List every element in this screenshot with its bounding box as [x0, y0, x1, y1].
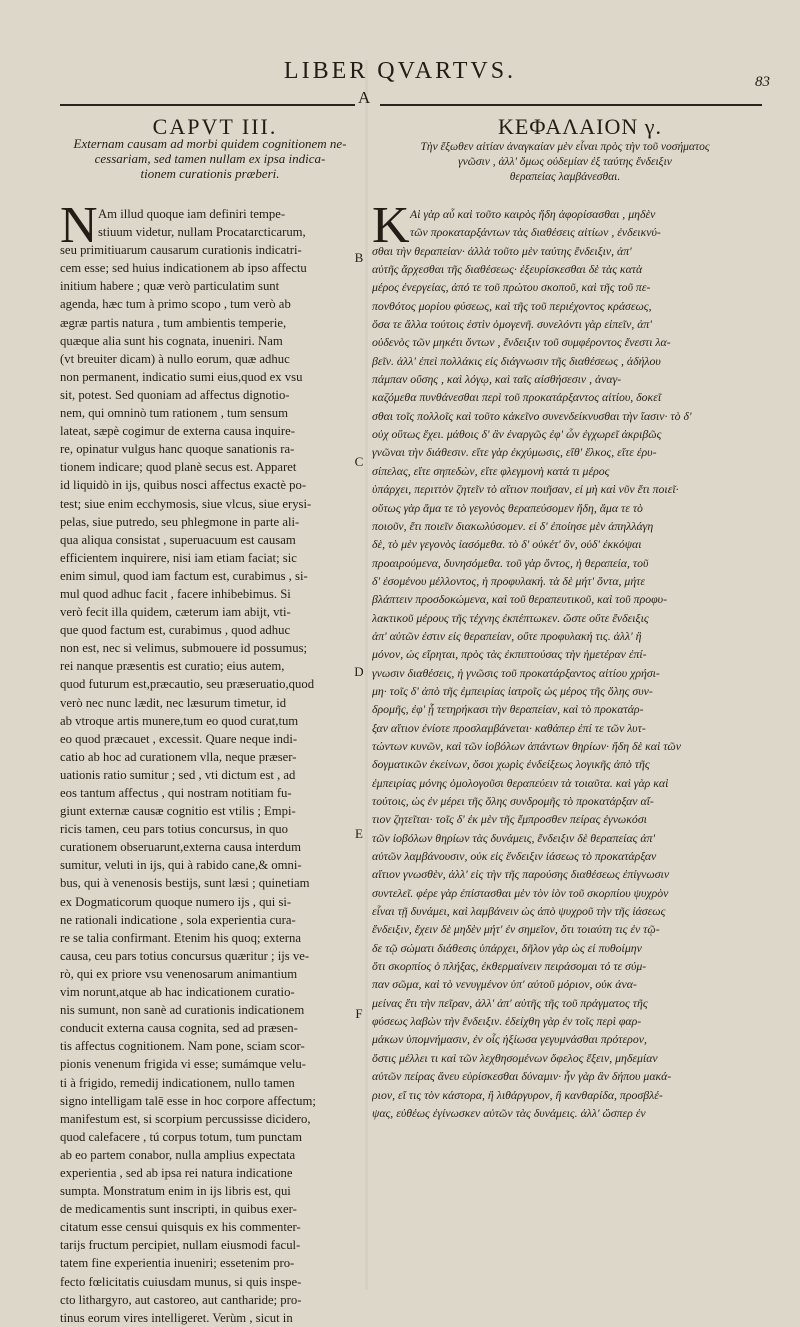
- latin-text-line: sit, potest. Sed quoniam ad affectus dignotio-: [60, 387, 290, 402]
- latin-text-line: test; siue enim ecchymosis, siue vlcus, siue erysi-: [60, 496, 312, 511]
- greek-text-line: ἐμπειρίας μόνης ὁμολογοῦσι θεραπεύειν τὰ τοιαῦτα. καὶ γὰρ καὶ: [372, 775, 669, 790]
- latin-text-line: sumitur, veluti in ijs, qui à rabido cane,& omni-: [60, 858, 302, 873]
- latin-text-line: Am illud quoque iam definiri tempe-: [98, 207, 286, 221]
- latin-text-line: agenda, hæc tum à primo scopo , tum verò ab: [60, 297, 291, 312]
- header-rule-left: [60, 104, 355, 106]
- greek-text-line: σθαι τοῖς πολλοῖς καὶ τοῦτο κἀκεῖνο συνενδείκνυσθαι τὴν ἴασιν· τὸ δ': [372, 408, 692, 423]
- latin-text-line: nem, qui omninò tum rationem , tum sensum: [60, 406, 289, 421]
- greek-text-line: αἴτιον γνωσθὲν, ἀλλ' εἰς τὴν τῆς παρούσης διαθέσεως ἐπίγνωσιν: [372, 867, 670, 882]
- greek-text-line: βεῖν. ἀλλ' ἐπεὶ πολλάκις εἰς διάγνωσιν τῆς διαθέσεως , ἀδήλου: [372, 353, 661, 368]
- latin-text-column: [60, 205, 360, 1327]
- greek-summary-line: Τὴν ἔξωθεν αἰτίαν ἀναγκαίαν μὲν εἶναι πρὸς τὴν τοῦ νοσήματος: [420, 141, 710, 153]
- latin-text-line: causa, ceu pars totius concursus quæritur ; ijs ve-: [60, 948, 310, 963]
- latin-text-line: stiuum videtur, nullam Procatarcticarum,: [98, 225, 306, 240]
- latin-text-line: cem esse; sed huius indicationem ab ipso affectu: [60, 261, 307, 276]
- greek-text-line: ὅσα τε ἄλλα τούτοις ἐστὶν ὁμογενῆ. συνελόντι γὰρ εἰπεῖν, ἀπ': [372, 317, 652, 332]
- greek-text-line: ἀπ' αὐτῶν ἐστιν εἰς θεραπείαν, οὔτε προφυλακή τις. ἀλλ' ἢ: [372, 628, 642, 643]
- latin-text-line: ex Dogmaticorum quoque numero ijs , qui si-: [60, 894, 292, 909]
- latin-text-line: eo quod præcauet , excessit. Quare neque indi-: [60, 731, 298, 746]
- latin-text-line: bus, qui à venenosis bestijs, sunt læsi ; quinetiam: [60, 876, 310, 891]
- latin-text-line: ricis tamen, ceu pars totius concursus, in quo: [60, 822, 288, 837]
- latin-text-line: id liquidò in ijs, quibus nosci affectus exactè po-: [60, 478, 307, 493]
- greek-text-line: σθαι τὴν θεραπείαν· ἀλλὰ τοῦτο μὲν ταύτης ἔνδειξιν, ἀπ': [372, 243, 632, 258]
- greek-text-line: μόνον, ὡς εἴρηται, πρὸς τὰς ἐκπιπτούσας τὴν ἡμετέραν ἐπί-: [372, 647, 647, 662]
- greek-text-line: μέρος ἐνεργείας, ἀπό τε τοῦ πρώτου σκοποῦ, καὶ τῆς τοῦ πε-: [372, 280, 651, 295]
- latin-summary-line: tionem curationis præberi.: [140, 166, 280, 181]
- margin-letter: B: [354, 250, 364, 265]
- greek-chapter-summary: [370, 140, 760, 185]
- margin-letter: E: [355, 826, 363, 841]
- latin-text-line: pionis venenum frigida vi esse; sumámque velu-: [60, 1057, 306, 1072]
- latin-summary-line: Externam causam ad morbi quidem cognitionem ne-: [73, 136, 347, 151]
- greek-text-column: [372, 205, 760, 1122]
- latin-text-line: fecto fœlicitatis cuiusdam munus, si quis inspe-: [60, 1274, 302, 1289]
- latin-text-line: tarijs fructum percipiet, nullam eiusmodi facul-: [60, 1238, 301, 1253]
- latin-text-line: non est, nec si velimus, submouere id possumus;: [60, 641, 308, 656]
- greek-text-line: λακτικοῦ μέρους τῆς τέχνης ἐκπέπτωκεν. ὥστε οὔτε ἔνδειξις: [372, 610, 649, 625]
- greek-text-line: αὐτῶν πείρας ἄνευ εὑρίσκεσθαι δύναμιν· ἦν γὰρ ἂν δήπου μακά-: [372, 1069, 672, 1084]
- latin-drop-cap: N: [60, 197, 98, 254]
- greek-text-line: παν σῶμα, καὶ τὸ νενυγμένον ὑπ' αὐτοῦ μόριον, οὐκ ἀνα-: [372, 977, 637, 992]
- latin-text-line: eos tantum affectus , qui nostram notitiam fu-: [60, 786, 292, 800]
- latin-text-line: nis sumunt, non sanè ad curationis indicationem: [60, 1003, 305, 1018]
- latin-text-line: manifestum est, si scorpium percussisse dicidero,: [60, 1111, 311, 1126]
- latin-text-line: initium habere ; quæ verò particulatim sunt: [60, 279, 280, 294]
- latin-text-line: tatem fine experientia inueniri; essetenim pro-: [60, 1256, 295, 1271]
- margin-letter: D: [354, 664, 364, 679]
- greek-text-line: τώντων κυνῶν, καὶ τῶν ἰοβόλων ἁπάντων θηρίων· ἤδη δὲ καὶ τῶν: [372, 738, 681, 753]
- greek-text-line: ψας, εὐθέως ἐγίνωσκεν αὐτῶν τὰς δυνάμεις. ἀλλ' ὥσπερ ἐν: [372, 1105, 646, 1120]
- greek-text-line: ὅστις μέλλει τι καὶ τῶν λεχθησομένων ὄφελος ἕξειν, μηδεμίαν: [372, 1050, 658, 1065]
- page-number: 83: [755, 74, 770, 90]
- greek-text-line: φύσεως λαβὼν τὴν ἔνδειξιν. ἐδείχθη γὰρ ἐν τοῖς περὶ φαρ-: [372, 1014, 642, 1029]
- latin-text-line: tionem indicare; quod planè secus est. Apparet: [60, 460, 297, 475]
- latin-text-line: curationem obseruarunt,externa causa interdum: [60, 840, 301, 855]
- greek-text-line: οὐχ οὕτως ἔχει. μάθοις δ' ἂν ἐναργῶς ἐφ' ὧν ἐγχωρεῖ ἀκριβῶς: [372, 427, 662, 442]
- latin-chapter-heading: CAPVT III.: [152, 114, 278, 139]
- greek-text-line: πάμπαν οὔσης , καὶ λόγῳ, καὶ ταῖς αἰσθήσεσιν , ἀναγ-: [372, 372, 622, 387]
- latin-text-line: non permanent, indicatio sumi eius,quod ex vsu: [60, 369, 303, 384]
- greek-text-line: ποιοῦν, ἔτι ποιεῖν διακωλύσομεν. εἰ δ' ἐποίησε μὲν ἀπηλλάγη: [372, 518, 654, 533]
- greek-summary-line: θεραπείας λαμβάνεσθαι.: [509, 171, 621, 183]
- latin-text-line: verò fecit illa quidem, cæterum iam abijt, vti-: [60, 605, 291, 620]
- latin-text-line: verò nec nunc lædit, nec læsurum timetur, id: [60, 695, 287, 710]
- greek-text-line: ὑπάρχει, περιττὸν ζητεῖν τὸ αἴτιον ποιῆσαν, εἰ μὴ καὶ νῦν ἔτι ποιεῖ·: [372, 482, 679, 497]
- greek-text-line: ὅτι σκορπίος ὁ πλήξας, ἐκθερμαίνειν πειράσομαι τό τε σύμ-: [372, 959, 647, 974]
- greek-text-line: ἔνδειξιν, ἔχειν δὲ μηδὲν μήτ' ἐν σημεῖον, ὅτι τοιαύτη τις ἐν τῷ-: [372, 922, 660, 937]
- greek-text-line: αὐτῆς ἄρχεσθαι τῆς διαθέσεως· ἐξευρίσκεσθαι δὲ τὰς κατὰ: [372, 262, 643, 277]
- latin-text-line: ne rationali indicatione , sola experientia cura-: [60, 912, 296, 927]
- signature-mark: A: [358, 88, 371, 107]
- greek-chapter-heading: ΚΕΦΑΛΑΙΟΝ γ.: [498, 114, 662, 139]
- latin-text-line: quæque alia sunt his cognata, inueniri. Nam: [60, 333, 283, 348]
- latin-text-line: re se talia confirmant. Etenim his quoq; externa: [60, 930, 301, 945]
- latin-text-line: tinus eorum vires intelligeret. Verùm , sicut in: [60, 1310, 293, 1325]
- running-title: LIBER QVARTVS.: [283, 58, 517, 84]
- latin-text-line: que quod factum est, curabimus , quod adhuc: [60, 623, 291, 638]
- latin-text-line: signo intelligam talē esse in hoc corpore affectum;: [60, 1093, 316, 1108]
- greek-text-line: Αὶ γὰρ αὖ καὶ τοῦτο καιρὸς ἤδη ἀφορίσασθαι , μηδὲν: [410, 207, 656, 221]
- latin-text-line: conducit externa causa cognita, sed ad præsen-: [60, 1021, 298, 1036]
- greek-text-line: γνωσιν διαθέσεις, ἡ γνῶσις τοῦ προκατάρξαντος αἰτίου χρήσι-: [372, 665, 660, 680]
- greek-text-line: ριον, εἴ τις τὸν κάστορα, ἢ λιθάργυρον, ἢ κανθαρίδα, προσβλέ-: [372, 1087, 663, 1102]
- latin-text-line: de medicamentis sunt inscripti, in quibus exer-: [60, 1202, 297, 1217]
- greek-text-line: καζόμεθα πυνθάνεσθαι περὶ τοῦ προκατάρξαντος αἰτίου, δοκεῖ: [372, 390, 662, 405]
- greek-text-line: οὕτως γὰρ ἅμα τε τὸ γεγονὸς θεραπεύσομεν ἤδη, ἅμα τε τὸ: [372, 500, 643, 515]
- greek-text-line: συντελεῖ. φέρε γὰρ ἐπίστασθαι μὲν τὸν ἰὸν τοῦ σκορπίου ψυχρὸν: [372, 885, 669, 900]
- latin-text-line: tis affectus cognitionem. Nam pone, sciam scor-: [60, 1039, 305, 1054]
- latin-text-line: sumpta. Monstratum enim in ijs libris est, qui: [60, 1184, 291, 1199]
- latin-text-line: (vt breuiter dicam) à nullo eorum, quæ adhuc: [60, 351, 290, 366]
- latin-text-line: rò, qui ex priore vsu venenosarum animantium: [60, 966, 298, 981]
- latin-text-line: qua aliqua consistat , superuacuum est causam: [60, 532, 296, 547]
- greek-text-line: αὐτῶν λαμβάνουσιν, οὐκ εἰς ἔνδειξιν ἰάσεως τὸ προκατάρξαν: [372, 849, 657, 864]
- greek-text-line: τούτοις, ὡς ἐν μέρει τῆς ὅλης συνδρομῆς τὸ προκατάρξαν αἴ-: [372, 794, 654, 808]
- greek-text-line: οὐδενὸς τῶν μηκέτι ὄντων , ἔνδειξιν τοῦ συμφέροντος ἔνεστι λα-: [372, 335, 671, 350]
- latin-text-line: vim norunt,atque ab hac indicationem curatio-: [60, 985, 295, 1000]
- latin-text-line: rei nanque præsentis est curatio; eius autem,: [60, 659, 285, 674]
- latin-text-line: ab vtroque artis munere,tum eo quod curat,tum: [60, 713, 299, 728]
- latin-chapter-summary: [60, 136, 360, 181]
- latin-text-line: experientia , sed ab ipsa rei natura indicatione: [60, 1165, 293, 1180]
- greek-text-line: πονθότος μορίου φύσεως, καὶ τῆς τοῦ περιέχοντος κράσεως,: [372, 298, 652, 313]
- latin-text-line: efficientem inquirere, nisi iam etiam faciat; sic: [60, 550, 297, 565]
- header-rule-right: [380, 104, 762, 106]
- greek-text-line: τιον ζητεῖται· τοῖς δ' ἐκ μὲν τῆς ἔμπροσθεν πείρας ἐγνωκόσι: [372, 812, 647, 827]
- greek-text-line: μείνας ἔτι τὴν πεῖραν, ἀλλ' ἀπ' αὐτῆς τῆς τοῦ πράγματος τῆς: [372, 995, 648, 1010]
- latin-text-line: quod futurum est,præcautio, seu præseruatio,quod: [60, 677, 315, 692]
- latin-text-line: cto lithargyro, aut castoreo, aut cantharide; pro-: [60, 1292, 302, 1307]
- greek-text-line: τῶν ἰοβόλων θηρίων τὰς δυνάμεις, ἔνδειξιν δὲ θεραπείας ἀπ': [372, 830, 655, 845]
- latin-text-line: seu primitiuarum causarum curationis indicatri-: [60, 243, 302, 258]
- latin-text-line: mul quod adhuc facit , facere inhibebimus. Si: [60, 586, 291, 601]
- latin-text-line: enim simul, quod iam factum est, curabimus , si-: [60, 568, 308, 583]
- latin-text-line: pelas, siue putredo, seu phlegmone in parte ali-: [60, 514, 300, 529]
- latin-text-line: uationis ratio sumitur ; sed , vti dictum est , ad: [60, 767, 296, 782]
- latin-text-line: re, opinatur vulgus hanc quoque sanationis ra-: [60, 442, 295, 457]
- greek-text-line: ξαν αἴτιον ἐνίοτε προσλαμβάνεται· καθάπερ ἐπί τε τῶν λυτ-: [372, 720, 646, 735]
- latin-text-line: ægræ partis natura , tum ambientis temperie,: [60, 315, 287, 330]
- greek-text-line: βλάπτειν προσδοκώμενα, καὶ τοῦ θεραπευτικοῦ, καὶ τοῦ προφυ-: [372, 592, 667, 607]
- greek-text-line: δρομῆς, ἐφ' ᾗ τετηρήκασι τὴν θεραπείαν, καὶ τὸ προκατάρ-: [372, 702, 644, 717]
- greek-text-line: δογματικῶν ἐκείνων, ὅσοι χωρὶς ἐνδείξεως λογικῆς ἀπὸ τῆς: [372, 757, 650, 772]
- greek-drop-cap: Κ: [372, 197, 410, 254]
- latin-text-line: catio ab hoc ad curationem vlla, neque præser-: [60, 749, 297, 764]
- greek-text-line: σίπελας, εἴτε σηπεδὼν, εἴτε φλεγμονὴ κατά τι μέρος: [372, 463, 610, 478]
- margin-letter: F: [355, 1006, 363, 1021]
- greek-text-line: δὲ, τὸ μὲν γεγονὸς ἰασόμεθα. τὸ δ' οὐκέτ' ὂν, οὐδ' ἐκκόψαι: [372, 537, 642, 552]
- greek-text-line: τῶν προκαταρξάντων τὰς διαθέσεις αἰτίων , ἐνδεικνύ-: [410, 225, 661, 240]
- greek-text-line: δε τῷ σώματι διάθεσις ὑπάρχει, δῆλον γὰρ ὡς εἰ πυθοίμην: [372, 940, 642, 955]
- latin-text-line: quod calefacere , tú corpus totum, tum punctam: [60, 1129, 303, 1144]
- greek-text-line: γνῶναι τὴν διάθεσιν. εἴτε γὰρ ἐκχύμωσις, εἴθ' ἕλκος, εἴτε ἐρυ-: [372, 445, 657, 460]
- latin-text-line: ab eo partem conabor, nulla amplius expectata: [60, 1147, 296, 1162]
- greek-summary-line: γνῶσιν , ἀλλ' ὅμως οὐδεμίαν ἐξ ταύτης ἔνδειξιν: [458, 156, 672, 168]
- latin-summary-line: cessariam, sed tamen nullam ex ipsa indica-: [94, 151, 326, 166]
- greek-text-line: δ' ἐσομένου μέλλοντος, ἡ προφυλακή. τὰ δὲ μήτ' ὄντα, μήτε: [372, 573, 646, 588]
- greek-text-line: εἶναι τῇ δυνάμει, καὶ λαμβάνειν ὡς ἀπὸ ψυχροῦ τὴν τῆς ἰάσεως: [372, 904, 666, 919]
- latin-text-line: lateat, sæpè cogimur de externa causa inquire-: [60, 424, 295, 439]
- greek-text-line: μη· τοῖς δ' ἀπὸ τῆς ἐμπειρίας ἰατροῖς ὡς μέρος τῆς ὅλης συν-: [372, 683, 653, 698]
- margin-letter: C: [354, 454, 364, 469]
- greek-text-line: μάκων ὑπομνήμασιν, ἐν οἷς ἠξίωσα γεγυμνάσθαι πρότερον,: [372, 1032, 647, 1047]
- latin-text-line: ti à frigido, remedij indicationem, nullo tamen: [60, 1075, 295, 1090]
- latin-text-line: giunt externæ causæ cognitio est vtilis ; Empi-: [60, 804, 296, 819]
- latin-text-line: citatum esse censui quisquis ex his commenter-: [60, 1220, 301, 1235]
- greek-text-line: προαιρούμενα, δυνησόμεθα. τοῦ γὰρ ὄντος, ἡ θεραπεία, τοῦ: [372, 555, 649, 570]
